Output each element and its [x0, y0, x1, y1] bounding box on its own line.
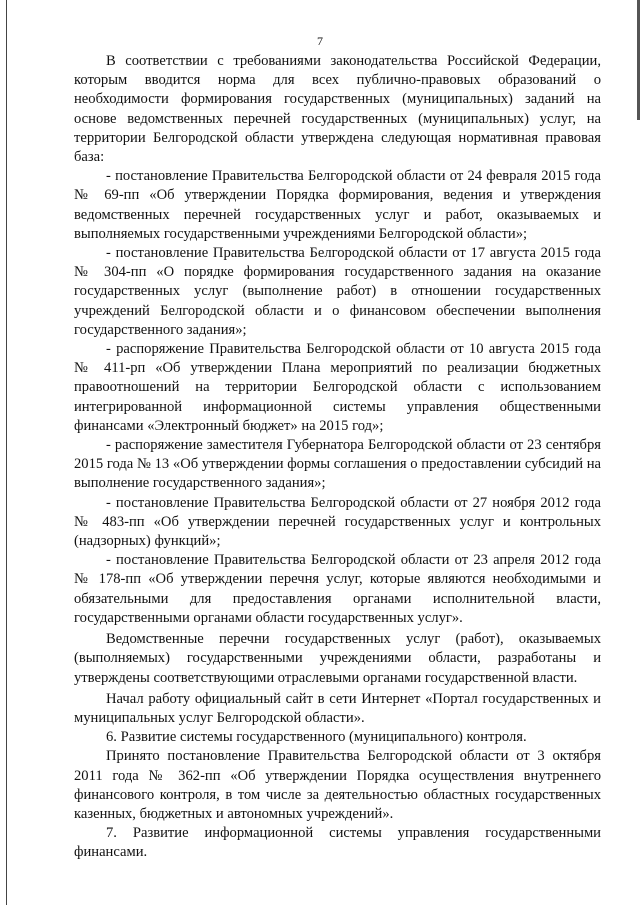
- paragraph-departmental-lists: Ведомственные перечни государственных услуг (работ), оказываемых (выполняемых) государственными учреждениями области, разработаны и утверждены соответствующими отраслевыми органами государственной власти.: [74, 631, 601, 686]
- list-item-decree-69pp: - постановление Правительства Белгородской области от 24 февраля 2015 года № 69-пп «Об утверждении Порядка формирования, ведения и утверждения ведомственных перечней государственных услуг и работ, оказываемых и выполняемых государственными учреждениями Белгородской области»;: [74, 168, 601, 242]
- list-item-order-13: - распоряжение заместителя Губернатора Белгородской области от 23 сентября 2015 года № 13 «Об утверждении формы соглашения о предоставлении субсидий на выполнение государственного задания»;: [74, 437, 601, 492]
- list-item-decree-483pp: - постановление Правительства Белгородской области от 27 ноября 2012 года № 483-пп «Об утверждении перечней государственных услуг и контрольных (надзорных) функций»;: [74, 494, 601, 550]
- list-item-order-411rp: - распоряжение Правительства Белгородской области от 10 августа 2015 года № 411-рп «Об утверждении Плана мероприятий по реализации бюджетных правоотношений на территории Белгородской области с использованием интегрированной информационной системы управления общественными финансами «Электронный бюджет» на 2015 год»;: [74, 341, 601, 434]
- list-item-decree-178pp: - постановление Правительства Белгородской области от 23 апреля 2012 года № 178-пп «Об утверждении перечня услуг, которые являются необходимыми и обязательными для предоставления органами исполнительной власти, государственными органами области государственных услуг».: [74, 552, 601, 626]
- paragraph-intro: В соответствии с требованиями законодательства Российской Федерации, которым вводится норма для всех публично-правовых образований о необходимости формирования государственных (муниципальных) заданий на основе ведомственных перечней государственных (муниципальных) услуг, на территории Белгородской области утверждена следующая нормативная правовая база:: [74, 53, 601, 166]
- paragraph-decree-362pp: Принято постановление Правительства Белгородской области от 3 октября 2011 года № 362-пп «Об утверждении Порядка осуществления внутреннего финансового контроля, в том числе за деятельностью областных государственных казенных, бюджетных и автономных учреждений».: [74, 748, 601, 822]
- list-item-decree-304pp: - постановление Правительства Белгородской области от 17 августа 2015 года № 304-пп «О порядке формирования государственного задания на оказание государственных услуг (выполнение работ) в отношении государственных учреждений Белгородской области и о финансовом обеспечении выполнения государственного задания»;: [74, 245, 601, 338]
- document-body: [74, 52, 601, 863]
- scan-left-edge: [6, 0, 7, 905]
- paragraph-portal: Начал работу официальный сайт в сети Интернет «Портал государственных и муниципальных услуг Белгородской области».: [74, 690, 601, 726]
- page-number: 7: [317, 34, 323, 48]
- section-heading-6: 6. Развитие системы государственного (муниципального) контроля.: [106, 729, 527, 746]
- section-heading-7: 7. Развитие информационной системы управления государственными финансами.: [74, 825, 601, 861]
